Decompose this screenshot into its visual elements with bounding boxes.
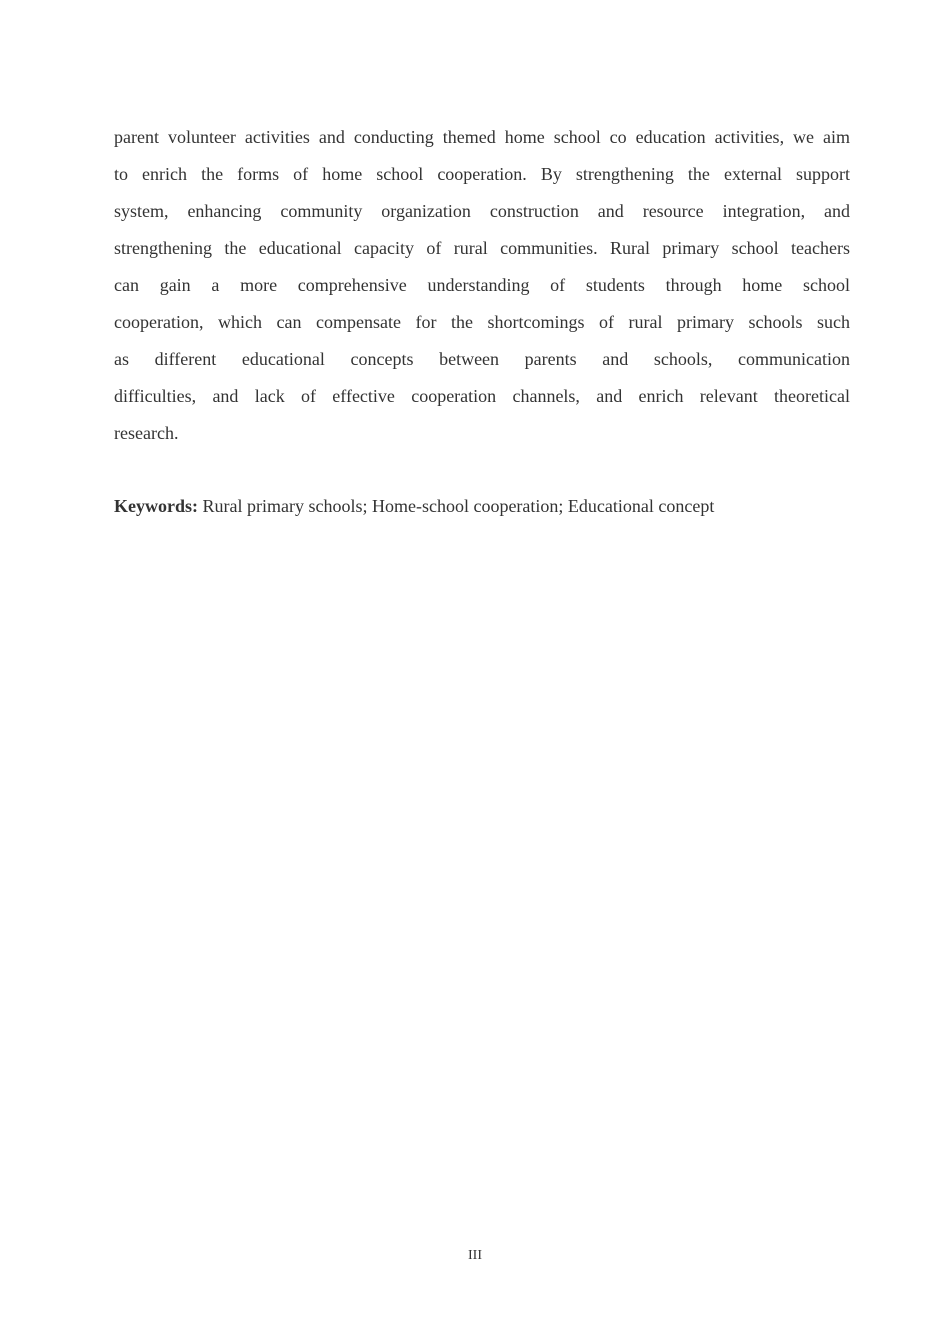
paragraph-line: to enrich the forms of home school cooperation. By strengthening the external support (114, 164, 850, 184)
paragraph-line: difficulties, and lack of effective cooperation channels, and enrich relevant theoretical (114, 386, 850, 406)
keywords-line (114, 488, 850, 525)
keywords-value: Rural primary schools; Home-school cooperation; Educational concept (198, 496, 715, 516)
paragraph-line: research. (114, 423, 179, 443)
paragraph-line: system, enhancing community organization construction and resource integration, and (114, 201, 850, 221)
paragraph-line: cooperation, which can compensate for the shortcomings of rural primary schools such (114, 312, 850, 332)
page-number: III (468, 1248, 482, 1263)
abstract-paragraph (114, 119, 850, 452)
paragraph-line: can gain a more comprehensive understanding of students through home school (114, 275, 850, 295)
paragraph-line: strengthening the educational capacity of rural communities. Rural primary school teachers (114, 238, 850, 258)
paragraph-line: as different educational concepts between parents and schools, communication (114, 349, 850, 369)
paragraph-line: parent volunteer activities and conducting themed home school co education activities, we aim (114, 127, 850, 147)
keywords-label: Keywords: (114, 496, 198, 516)
